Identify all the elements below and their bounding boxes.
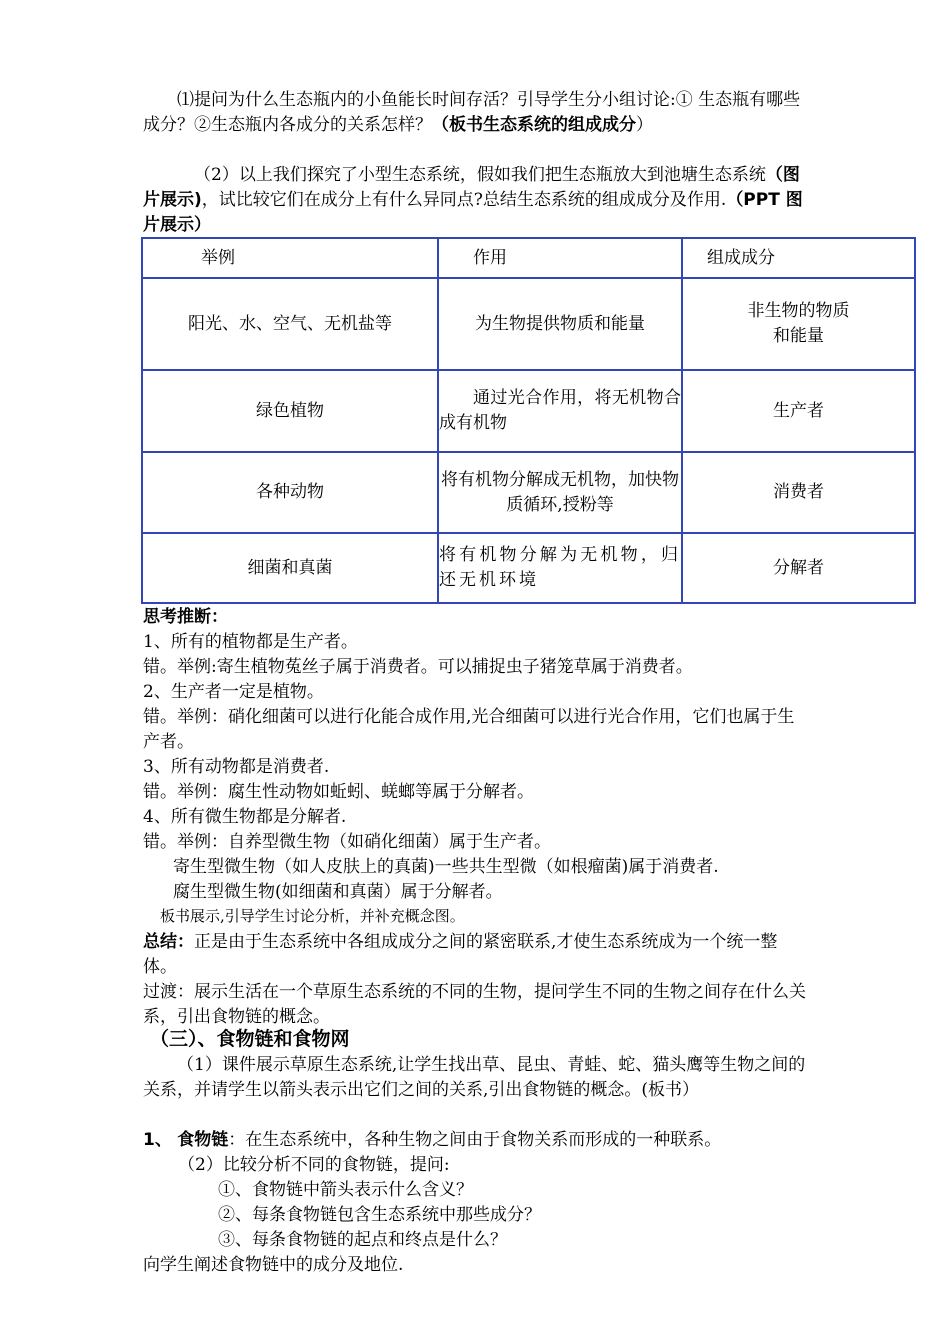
board-note-line: 板书展示,引导学生讨论分析，并补充概念图。 [160,907,465,925]
thinking-line: 错。举例:寄生植物菟丝子属于消费者。可以捕捉虫子猪笼草属于消费者。 [143,657,693,677]
intro-text: ⑴提问为什么生态瓶内的小鱼能长时间存活？引导学生分小组讨论:① 生态瓶有哪些成分？②生态瓶内各成分的关系怎样？ [143,90,801,135]
intro-text: （2）以上我们探究了小型生态系统，假如我们把生态瓶放大到池塘生态系统 [194,165,766,185]
intro-ppt-note: （PPT 图片展示） [143,190,803,235]
definition-line [143,1128,808,1153]
cell-example: 细菌和真菌 [142,533,438,603]
table-row [142,533,915,603]
thinking-title [143,605,808,630]
cell-component: 生产者 [682,370,915,452]
transition-paragraph: 过渡：展示生活在一个草原生态系统的不同的生物，提问学生不同的生物之间存在什么关系，引出食物链的概念。 [143,982,806,1027]
cell-example: 绿色植物 [142,370,438,452]
thinking-line: 3、所有动物都是消费者. [143,757,330,777]
summary-paragraph [143,930,808,980]
cell-role: 将有机物分解成无机物，加快物质循环,授粉等 [438,452,682,533]
section-heading: （三）、食物链和食物网 [150,1028,350,1050]
header-component: 组成成分 [682,238,915,278]
cell-example: 各种动物 [142,452,438,533]
table-header-row [142,238,915,278]
ecosystem-components-table [141,237,916,604]
table-row [142,370,915,452]
question-2: ②、每条食物链包含生态系统中那些成分？ [218,1205,541,1225]
cell-role: 通过光合作用，将无机物合成有机物 [438,370,682,452]
section-paragraph-1: （1）课件展示草原生态系统,让学生找出草、昆虫、青蛙、蛇、猫头鹰等生物之间的关系，并请学生以箭头表示出它们之间的关系,引出食物链的概念。(板书） [143,1055,806,1100]
definition-term: 食物链 [177,1130,229,1150]
thinking-line: 错。举例：硝化细菌可以进行化能合成作用,光合细菌可以进行光合作用，它们也属于生产者。 [143,707,795,752]
definition-number: 1、 [143,1130,172,1150]
table-row [142,452,915,533]
cell-component: 消费者 [682,452,915,533]
thinking-line: 1、所有的植物都是生产者。 [143,632,358,652]
table-row [142,278,915,370]
closing-line: 向学生阐述食物链中的成分及地位. [143,1255,404,1275]
thinking-line: 错。举例：腐生性动物如蚯蚓、蜣螂等属于分解者。 [143,782,534,802]
question-3: ③、每条食物链的起点和终点是什么？ [218,1230,507,1250]
component-line: 非生物的物质 [747,301,850,321]
cell-role: 将有机物分解为无机物，归还无机环境 [438,533,682,603]
thinking-line: 错。举例：自养型微生物（如硝化细菌）属于生产者。 [143,832,551,852]
intro-picture-note: （图片展示) [143,165,800,210]
section-paragraph-2: （2）比较分析不同的食物链，提问: [178,1155,450,1175]
summary-text: 正是由于生态系统中各组成成分之间的紧密联系,才使生态系统成为一个统一整体。 [143,932,778,977]
cell-role: 为生物提供物质和能量 [438,278,682,370]
thinking-line: 寄生型微生物（如人皮肤上的真菌)一些共生型微（如根瘤菌)属于消费者. [173,857,719,877]
thinking-line: 腐生型微生物(如细菌和真菌）属于分解者。 [173,882,503,902]
header-role: 作用 [438,238,682,278]
cell-example: 阳光、水、空气、无机盐等 [142,278,438,370]
intro-text-end: ） [636,115,653,135]
question-1: ①、食物链中箭头表示什么含义？ [218,1180,473,1200]
definition-text: ：在生态系统中，各种生物之间由于食物关系而形成的一种联系。 [228,1130,722,1150]
thinking-line: 4、所有微生物都是分解者. [143,807,347,827]
header-example: 举例 [142,238,438,278]
cell-component: 分解者 [682,533,915,603]
summary-label: 总结： [143,932,194,952]
component-line: 和能量 [773,326,824,346]
cell-component [682,278,915,370]
thinking-line: 2、生产者一定是植物。 [143,682,324,702]
intro-paragraph-1 [143,88,808,138]
thinking-title-text: 思考推断： [143,607,228,627]
intro-text: ，试比较它们在成分上有什么异同点?总结生态系统的组成成分及作用. [201,190,727,210]
intro-board-note: （板书生态系统的组成成分 [432,115,636,135]
intro-paragraph-2 [143,163,808,238]
